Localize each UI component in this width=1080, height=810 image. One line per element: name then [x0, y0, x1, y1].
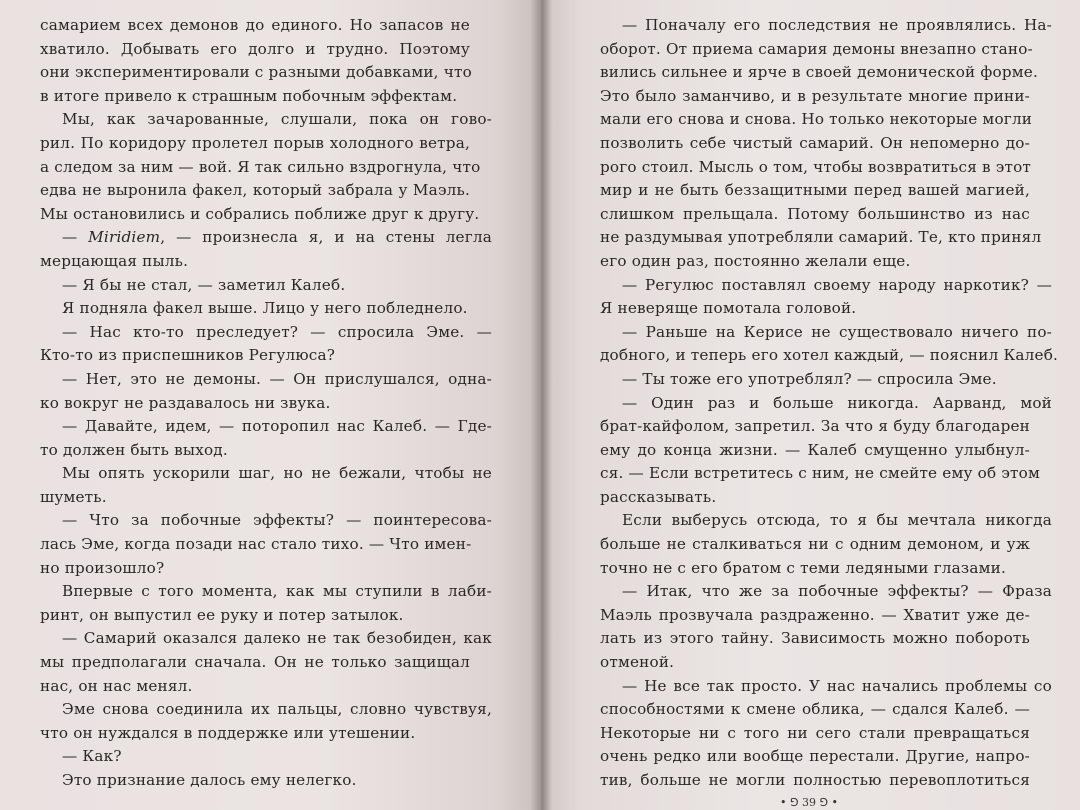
- text-line: что он нуждался в поддержке или утешении.: [40, 723, 416, 742]
- text-line: — Нет, это не демоны. — Он прислушался, одна-: [62, 369, 492, 388]
- right-page-text: [600, 14, 1080, 793]
- text-line: мерцающая пыль.: [40, 251, 189, 270]
- text-line: Мы остановились и собрались поближе друг к другу.: [40, 204, 480, 223]
- text-line: Это было заманчиво, и в результате многие прини-: [600, 86, 1030, 105]
- text-line: лать из этого тайну. Зависимость можно побороть: [600, 629, 1030, 648]
- text-line: — Регулюс поставлял своему народу наркотик? —: [622, 275, 1052, 294]
- text-line: Я подняла факел выше. Лицо у него побледнело.: [62, 299, 468, 318]
- text-line: слишком прельщала. Потому большинство из нас: [600, 204, 1030, 223]
- text-line: ринт, он выпустил ее руку и потер затылок.: [40, 605, 404, 624]
- text-line: Я неверяще помотала головой.: [600, 299, 857, 318]
- text-line: — Ты тоже его употреблял? — спросила Эме.: [622, 369, 997, 388]
- text-line: рил. По коридору пролетел порыв холодного ветра,: [40, 133, 470, 152]
- text-line: вились сильнее и ярче в своей демонической форме.: [600, 63, 1038, 82]
- text-line: едва не выронила факел, который забрала у Маэль.: [40, 181, 470, 200]
- text-line: — Я бы не стал, — заметил Калеб.: [62, 275, 346, 294]
- text-line: тив, больше не могли полностью перевоплотиться: [600, 771, 1030, 789]
- text-line: они экспериментировали с разными добавками, что: [40, 63, 472, 82]
- text-line: Это признание далось ему нелегко.: [62, 771, 357, 789]
- text-line: его один раз, постоянно желали еще.: [600, 251, 911, 270]
- text-line: Некоторые ни с того ни сего стали превращаться: [600, 723, 1030, 742]
- text-line: шуметь.: [40, 487, 107, 506]
- left-page-text: [40, 14, 540, 793]
- text-line: отменой.: [600, 653, 675, 672]
- text-line: — Раньше на Керисе не существовало ничего по-: [622, 322, 1052, 341]
- text-line: Эме снова соединила их пальцы, словно чувствуя,: [62, 700, 492, 719]
- text-line: рого стоил. Мысль о том, чтобы возвратиться в этот: [600, 157, 1032, 176]
- text-line: мали его снова и снова. Но только некоторые могли: [600, 110, 1033, 129]
- text-line: Мы, как зачарованные, слушали, пока он гово-: [62, 110, 492, 129]
- text-line: очень редко или вообще перестали. Другие, напро-: [600, 747, 1030, 766]
- text-line: мир и не быть беззащитными перед вашей магией,: [600, 181, 1030, 200]
- text-line: — Один раз и больше никогда. Аарванд, мой: [622, 393, 1052, 412]
- text-line: позволить себе чистый самарий. Он непомерно до-: [600, 133, 1030, 152]
- text-line: — Самарий оказался далеко не так безобиден, как: [62, 629, 492, 648]
- text-line: добного, и теперь его хотел каждый, — пояснил Калеб.: [600, 346, 1059, 365]
- text-line: хватило. Добывать его долго и трудно. Поэтому: [40, 39, 470, 58]
- spell-word: Miridiem: [88, 228, 161, 247]
- text-line: но произошло?: [40, 558, 165, 577]
- text-line: — Не все так просто. У нас начались проблемы со: [622, 676, 1052, 695]
- text-line: оборот. От приема самария демоны внезапно стано-: [600, 39, 1033, 58]
- text-line: мы предполагали сначала. Он не только защищал: [40, 653, 470, 672]
- text-line: лась Эме, когда позади нас стало тихо. — Что имен-: [40, 535, 472, 554]
- text-line: — Нас кто-то преследует? — спросила Эме. —: [62, 322, 492, 341]
- text-line: — Как?: [62, 747, 122, 766]
- text-line: больше не сталкиваться ни с одним демоном, и уж: [600, 535, 1030, 554]
- text-line: ко вокруг не раздавалось ни звука.: [40, 393, 331, 412]
- text-line: — Итак, что же за побочные эффекты? — Фраза: [622, 582, 1052, 601]
- text-line: — Что за побочные эффекты? — поинтересова-: [62, 511, 492, 530]
- text-line: ся. — Если встретитесь с ним, не смейте ему об этом: [600, 464, 1041, 483]
- text-line: точно не с его братом с теми ледяными глазами.: [600, 558, 1006, 577]
- text-line: самарием всех демонов до единого. Но запасов не: [40, 16, 470, 34]
- right-page: [540, 0, 1080, 810]
- page-number: • ⅁ 39 ⅁ •: [780, 796, 839, 809]
- text-line: рассказывать.: [600, 487, 717, 506]
- text-line: Кто-то из приспешников Регулюса?: [40, 346, 336, 365]
- text-line: ему до конца жизни. — Калеб смущенно улыбнул-: [600, 440, 1030, 459]
- text-line: Мы опять ускорили шаг, но не бежали, чтобы не: [62, 464, 492, 483]
- book-gutter: [530, 0, 552, 810]
- text-line: — Поначалу его последствия не проявлялись. На-: [622, 16, 1052, 34]
- text-line: — Miridiem, — произнесла я, и на стены легла: [62, 228, 492, 247]
- text-line: способностями к смене облика, — сдался Калеб. —: [600, 700, 1030, 719]
- text-line: — Давайте, идем, — поторопил нас Калеб. — Где-: [62, 417, 492, 436]
- text-line: брат-кайфолом, запретил. За что я буду благодарен: [600, 417, 1030, 436]
- text-line: Маэль прозвучала раздраженно. — Хватит уже де-: [600, 605, 1030, 624]
- text-line: Если выберусь отсюда, то я бы мечтала никогда: [622, 511, 1052, 530]
- text-line: а следом за ним — вой. Я так сильно вздрогнула, что: [40, 157, 481, 176]
- text-line: то должен быть выход.: [40, 440, 228, 459]
- text-line: нас, он нас менял.: [40, 676, 193, 695]
- text-line: Впервые с того момента, как мы ступили в лаби-: [62, 582, 492, 601]
- text-line: не раздумывая употребляли самарий. Те, кто принял: [600, 228, 1042, 247]
- text-line: в итоге привело к страшным побочным эффектам.: [40, 86, 458, 105]
